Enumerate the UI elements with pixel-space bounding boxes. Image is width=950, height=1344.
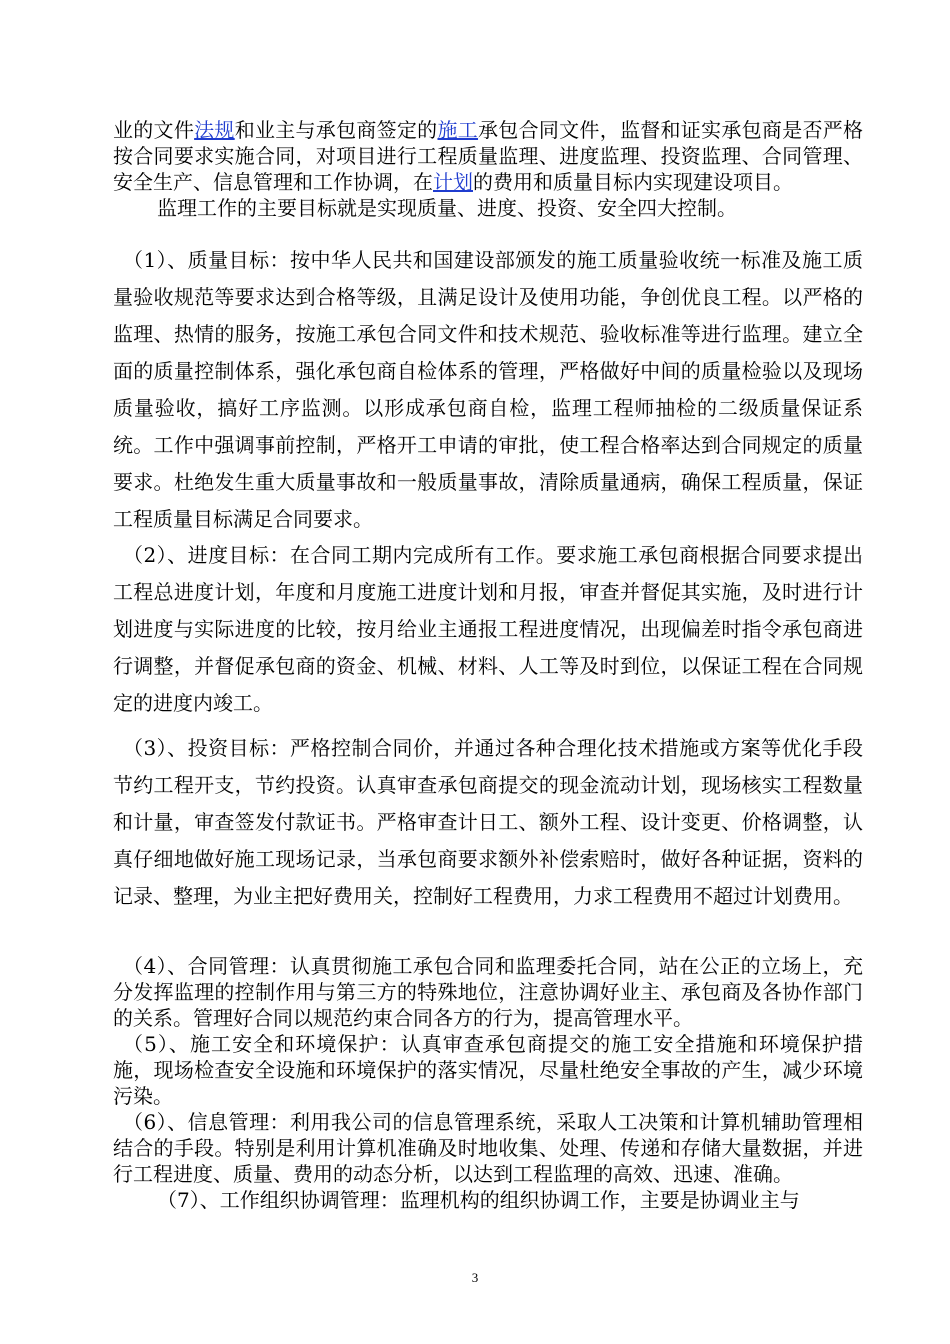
intro-paragraph [113,117,863,195]
intro-text: 业的文件 [113,118,195,142]
intro-block [113,117,863,221]
safety-paragraph: （5）、施工安全和环境保护：认真审查承包商提交的施工安全措施和环境保护措施，现场检查安全设施和环境保护的落实情况，尽量杜绝安全事故的产生，减少环境污染。 [113,1032,863,1108]
investment-paragraph: （3）、投资目标：严格控制合同价，并通过各种合理化技术措施或方案等优化手段节约工程开支，节约投资。认真审查承包商提交的现金流动计划，现场核实工程数量和计量，审查签发付款证书。严格审查计日工、额外工程、设计变更、价格调整，认真仔细地做好施工现场记录，当承包商要求额外补偿索赔时，做好各种证据，资料的记录、整理，为业主把好费用关，控制好工程费用，力求工程费用不超过计划费用。 [113,736,863,908]
link-plan[interactable]: 计划 [433,170,473,194]
main-goal-paragraph: 监理工作的主要目标就是实现质量、进度、投资、安全四大控制。 [157,196,737,220]
link-regulations[interactable]: 法规 [194,118,235,142]
intro-text: 和业主与承包商签定的 [234,118,438,142]
progress-block [113,537,863,722]
page-number: 3 [471,1270,479,1285]
progress-paragraph: （2）、进度目标：在合同工期内完成所有工作。要求施工承包商根据合同要求提出工程总进度计划，年度和月度施工进度计划和月报，审查并督促其实施，及时进行计划进度与实际进度的比较，按月给业主通报工程进度情况，出现偏差时指令承包商进行调整，并督促承包商的资金、机械、材料、人工等及时到位，以保证工程在合同规定的进度内竣工。 [113,543,863,715]
quality-paragraph: （1）、质量目标：按中华人民共和国建设部颁发的施工质量验收统一标准及施工质量验收规范等要求达到合格等级，且满足设计及使用功能，争创优良工程。以严格的监理、热情的服务，按施工承包合同文件和技术规范、验收标准等进行监理。建立全面的质量控制体系，强化承包商自检体系的管理，严格做好中间的质量检验以及现场质量验收，搞好工序监测。以形成承包商自检，监理工程师抽检的二级质量保证系统。工作中强调事前控制，严格开工申请的审批，使工程合格率达到合同规定的质量要求。杜绝发生重大质量事故和一般质量事故，清除质量通病，确保工程质量，保证工程质量目标满足合同要求。 [113,248,863,531]
contract-paragraph: （4）、合同管理：认真贯彻施工承包合同和监理委托合同，站在公正的立场上，充分发挥监理的控制作用与第三方的特殊地位，注意协调好业主、承包商及各协作部门的关系。管理好合同以规范约束合同各方的行为，提高管理水平。 [113,954,863,1030]
quality-block [113,242,863,538]
intro-text: 的费用和质量目标内实现建设项目。 [473,170,793,194]
coordination-paragraph: （7）、工作组织协调管理：监理机构的组织协调工作，主要是协调业主与 [157,1188,800,1212]
link-construction[interactable]: 施工 [437,118,479,142]
contract-block [113,953,863,1213]
intro-text: 承包合同文件，监督和证实承包商是否严格按合同要求实施合同，对项目进行工程质量监理、进度监理、投资监理、合同管理、安全生产、信息管理和工作协调，在 [113,118,864,194]
investment-block [113,730,863,915]
information-paragraph: （6）、信息管理：利用我公司的信息管理系统，采取人工决策和计算机辅助管理相结合的手段。特别是利用计算机准确及时地收集、处理、传递和存储大量数据，并进行工程进度、质量、费用的动态分析，以达到工程监理的高效、迅速、准确。 [113,1110,863,1186]
